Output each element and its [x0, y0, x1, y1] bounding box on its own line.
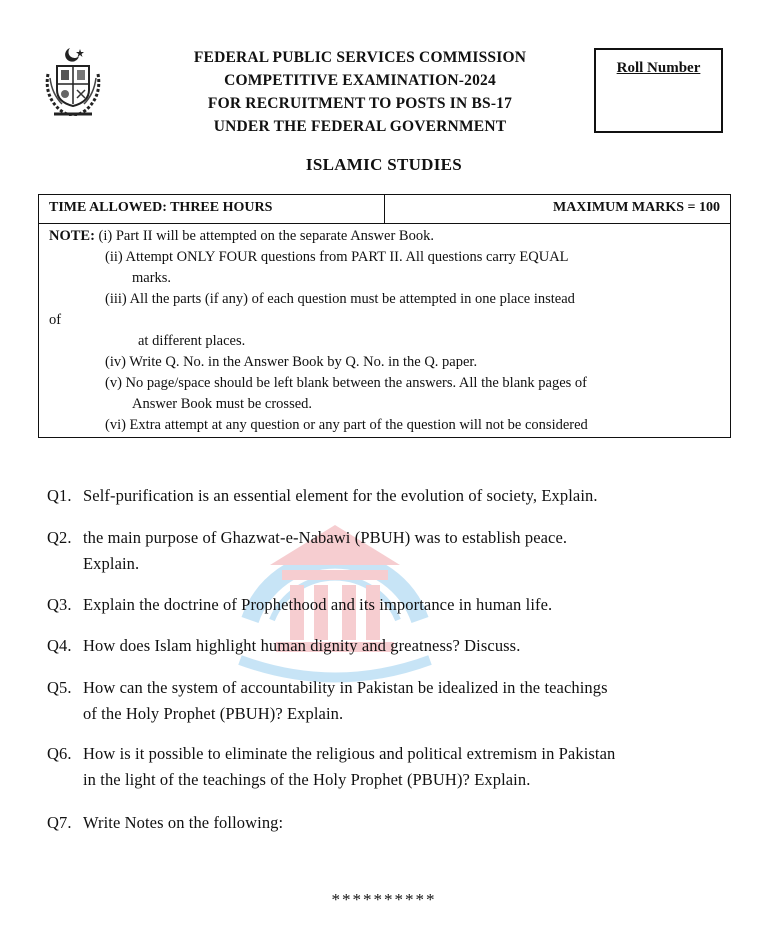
question-3 — [47, 592, 737, 618]
end-marker: ********** — [331, 890, 437, 909]
question-2 — [47, 525, 737, 577]
question-5 — [47, 675, 737, 727]
question-number: Q2. — [47, 528, 72, 547]
question-number: Q5. — [47, 678, 72, 697]
time-allowed: TIME ALLOWED: THREE HOURS — [39, 195, 385, 223]
note-line: at different places. — [138, 333, 246, 349]
commission-header — [150, 46, 570, 138]
question-6 — [47, 741, 737, 793]
note-line: (ii) Attempt ONLY FOUR questions from PART II. All questions carry EQUAL — [105, 249, 569, 265]
question-text-cont: in the light of the teachings of the Holy Prophet (PBUH)? Explain. — [83, 770, 531, 789]
note-text: (i) Part II will be attempted on the separate Answer Book. — [98, 228, 434, 244]
note-line: Answer Book must be crossed. — [132, 396, 313, 412]
question-4 — [47, 633, 737, 659]
maximum-marks: MAXIMUM MARKS = 100 — [552, 200, 720, 215]
header-line-2: COMPETITIVE EXAMINATION-2024 — [224, 72, 496, 89]
note-title: NOTE: — [49, 228, 95, 244]
question-text: Self-purification is an essential element for the evolution of society, Explain. — [83, 486, 598, 505]
question-text: Write Notes on the following: — [83, 813, 284, 832]
note-line: marks. — [132, 270, 172, 286]
note-line: (v) No page/space should be left blank between the answers. All the blank pages of — [105, 375, 587, 391]
question-text: the main purpose of Ghazwat-e-Nabawi (PBUH) was to establish peace. — [83, 528, 568, 547]
time-marks-row — [39, 195, 730, 224]
question-text: How does Islam highlight human dignity and greatness? Discuss. — [83, 636, 521, 655]
question-text: How is it possible to eliminate the religious and political extremism in Pakistan — [83, 744, 616, 763]
question-text-cont: Explain. — [83, 554, 140, 573]
question-number: Q7. — [47, 813, 72, 832]
header-line-3: FOR RECRUITMENT TO POSTS IN BS-17 — [207, 95, 513, 112]
question-number: Q4. — [47, 636, 72, 655]
roll-number-box — [594, 48, 723, 133]
note-line: (iv) Write Q. No. in the Answer Book by Q. No. in the Q. paper. — [105, 354, 478, 370]
header-line-4: UNDER THE FEDERAL GOVERNMENT — [213, 118, 507, 135]
note-line: of — [49, 312, 62, 328]
question-number: Q3. — [47, 595, 72, 614]
note-line: (vi) Extra attempt at any question or any part of the question will not be considered — [105, 417, 588, 433]
question-1 — [47, 483, 737, 509]
question-number: Q1. — [47, 486, 72, 505]
header-line-1: FEDERAL PUBLIC SERVICES COMMISSION — [193, 49, 527, 66]
pakistan-emblem-icon — [40, 44, 106, 120]
roll-number-label: Roll Number — [616, 60, 701, 76]
question-number: Q6. — [47, 744, 72, 763]
question-text: Explain the doctrine of Prophethood and its importance in human life. — [83, 595, 553, 614]
question-text-cont: of the Holy Prophet (PBUH)? Explain. — [83, 704, 344, 723]
question-7 — [47, 810, 737, 836]
question-text: How can the system of accountability in Pakistan be idealized in the teachings — [83, 678, 608, 697]
note-line — [49, 226, 434, 246]
subject-title: ISLAMIC STUDIES — [305, 155, 463, 174]
note-line: (iii) All the parts (if any) of each question must be attempted in one place instead — [105, 291, 575, 307]
instructions-table — [38, 194, 731, 438]
